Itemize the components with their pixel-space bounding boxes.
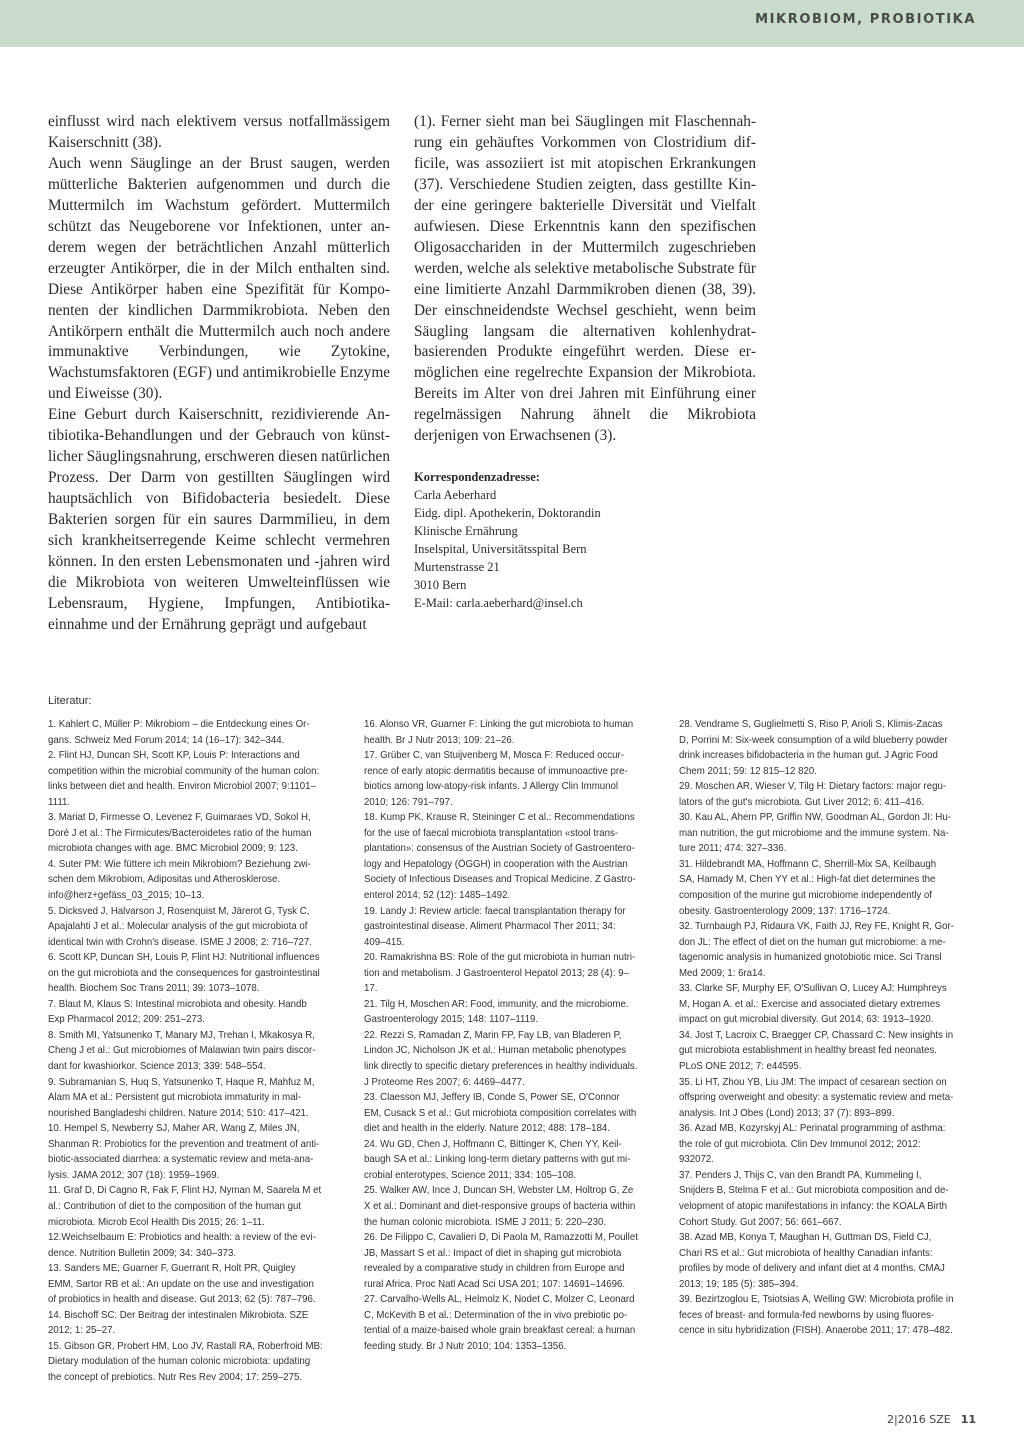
- references-column-2: [364, 717, 639, 1354]
- literature-heading: Literatur:: [48, 695, 92, 707]
- author-name: Carla Aeberhard: [414, 488, 497, 502]
- reference-item: 37. Penders J, Thijs C, van den Brandt PA, Kummeling I, Snijders B, Stelma F et al.: Gut microbiota composition and development of atopic manifestations in infancy: the KOALA Birth Cohort Study. Gut 2007; 56: 661–667.: [679, 1169, 949, 1228]
- article-column-right: [414, 112, 756, 447]
- reference-item: 21. Tilg H, Moschen AR: Food, immunity, and the microbiome. Gastroenterology 2015; 148: 1107–1119.: [364, 998, 629, 1026]
- reference-item: 11. Graf D, Di Cagno R, Fak F, Flint HJ, Nyman M, Saarela M et al.: Contribution of diet to the composition of the human gut microbiota. Microb Ecol Health Dis 2015; 26: 1–11.: [48, 1185, 322, 1228]
- reference-item: 38. Azad MB, Konya T, Maughan H, Guttman DS, Field CJ, Chari RS et al.: Gut microbiota of healthy Canadian infants: profiles by mode of delivery and infant diet at 4 months. CMAJ 2013; 19; 185 (5): 385–394.: [679, 1232, 945, 1290]
- issue-label: 2|2016 SZE: [887, 1413, 951, 1426]
- reference-item: 3. Mariat D, Firmesse O, Levenez F, Guimaraes VD, Sokol H, Doré J et al.: The Firmicutes/Bacteroidetes ratio of the human microbiota changes with age. BMC Microbiol 2009; 9: 123.: [48, 812, 312, 855]
- paragraph: einflusst wird nach elektivem versus notfallmässigem Kaiserschnitt (38).: [48, 113, 390, 151]
- reference-item: 22. Rezzi S, Ramadan Z, Marin FP, Fay LB, van Bladeren P, Lindon JC, Nicholson JK et al.: Human metabolic phenotypes link directly to specific dietary preferences in healthy individuals. J Proteome Res 2007; 6: 4469–4477.: [364, 1029, 638, 1088]
- reference-item: 12.Weichselbaum E: Probiotics and health: a review of the evidence. Nutrition Bulletin 2009; 34: 340–373.: [48, 1232, 316, 1259]
- reference-item: 2. Flint HJ, Duncan SH, Scott KP, Louis P: Interactions and competition within the microbial community of the human colon: links between diet and health. Environ Microbiol 2007; 9:1101–1111.: [48, 750, 320, 808]
- reference-item: 9. Subramanian S, Huq S, Yatsunenko T, Haque R, Mahfuz M, Alam MA et al.: Persistent gut microbiota immaturity in malnourished Bangladeshi children. Nature 2014; 510: 417–421.: [48, 1076, 315, 1119]
- reference-item: 20. Ramakrishna BS: Role of the gut microbiota in human nutrition and metabolism. J Gastroenterol Hepatol 2013; 28 (4): 9–17.: [364, 952, 636, 995]
- reference-item: 33. Clarke SF, Murphy EF, O'Sullivan O, Lucey AJ: Humphreys M, Hogan A. et al.: Exercise and associated dietary extremes impact on gut microbial diversity. Gut 2014; 63: 1913–1920.: [679, 983, 947, 1026]
- reference-item: 24. Wu GD, Chen J, Hoffmann C, Bittinger K, Chen YY, Keilbaugh SA et al.: Linking long-term dietary patterns with gut microbial enterotypes, Science 2011; 334: 105–108.: [364, 1138, 631, 1181]
- reference-item: 32. Turnbaugh PJ, Ridaura VK, Faith JJ, Rey FE, Knight R, Gordon JL: The effect of diet on the human gut microbiome: a metagenomic analysis in humanized gnotobiotic mice. Sci Transl Med 2009; 1: 6ra14.: [679, 921, 955, 979]
- reference-item: 27. Carvalho-Wells AL, Helmolz K, Nodet C, Molzer C, Leonard C, McKevith B et al.: Determination of the in vivo prebiotic potential of a maize-baised whole grain breakfast cereal: a human feeding study. Br J Nutr 2010; 104: 1353–1356.: [364, 1294, 636, 1352]
- page-footer: [887, 1413, 976, 1426]
- reference-item: 26. De Filippo C, Cavalieri D, Di Paola M, Ramazzotti M, Poullet JB, Massart S et al.: Impact of diet in shaping gut microbiota revealed by a comparative study in children from Europe and rural Africa. Proc Natl Acad Sci USA 201; 107: 14691–14696.: [364, 1232, 638, 1290]
- reference-item: 5. Dicksved J, Halvarson J, Rosenquist M, Järerot G, Tysk C, Apajalahti J et al.: Molecular analysis of the gut microbiota of identical twin with Crohn's disease. ISME J 2008; 2: 716–727.: [48, 905, 312, 948]
- reference-item: 39. Bezirtzoglou E, Tsiotsias A, Welling GW: Microbiota profile in feces of breast- and formula-fed newborns by using fluorescence in situ hybridization (FISH). Anaerobe 2011; 17: 478–482.: [679, 1294, 954, 1337]
- email-address[interactable]: E-Mail: carla.aeberhard@insel.ch: [414, 596, 583, 610]
- institution: Inselspital, Universitätsspital Bern: [414, 542, 587, 556]
- street-address: Murtenstrasse 21: [414, 560, 500, 574]
- references-column-1: [48, 717, 323, 1386]
- reference-item: 1. Kahlert C, Müller P: Mikrobiom – die Entdeckung eines Organs. Schweiz Med Forum 2014; 14 (16–17): 342–344.: [48, 719, 310, 746]
- article-column-left: [48, 112, 390, 636]
- department: Klinische Ernährung: [414, 524, 518, 538]
- author-title: Eidg. dipl. Apothekerin, Doktorandin: [414, 506, 601, 520]
- reference-item: 25. Walker AW, Ince J, Duncan SH, Webster LM, Holtrop G, Ze X et al.: Dominant and diet-responsive groups of bacteria within the human colonic microbiota. ISME J 2011; 5: 220–230.: [364, 1185, 636, 1228]
- reference-item: 34. Jost T, Lacroix C, Braegger CP, Chassard C: New insights in gut microbiota establishment in healthy breast fed neonates. PLoS ONE 2012; 7: e44595.: [679, 1029, 954, 1073]
- reference-item: 30. Kau AL, Ahern PP, Griffin NW, Goodman AL, Gordon JI: Human nutrition, the gut microbiome and the immune system. Nature 2011; 474: 327–336.: [679, 812, 951, 855]
- reference-item: 18. Kump PK, Krause R, Steininger C et al.: Recommendations for the use of faecal microbiota transplantation «stool transplantation»: consensus of the Austrian Society of Gastroenterology and Hepatology (ÖGGH) in cooperation with the Austrian Society of Infectious Diseases and Tropical Medicine. Z Gastroenterol 2014; 52 (12): 1485–1492.: [364, 812, 636, 902]
- reference-item: 29. Moschen AR, Wieser V, Tilg H: Dietary factors: major regulators of the gut's microbiota. Gut Liver 2012; 6: 411–416.: [679, 781, 947, 808]
- reference-item: 23. Claesson MJ, Jeffery IB, Conde S, Power SE, O'Connor EM, Cusack S et al.: Gut microbiota composition correlates with diet and health in the elderly. Nature 2012; 488: 178–184.: [364, 1092, 637, 1135]
- city: 3010 Bern: [414, 578, 467, 592]
- reference-item: 6. Scott KP, Duncan SH, Louis P, Flint HJ: Nutritional influences on the gut microbiota and the consequences for gastrointestinal health. Biochem Soc Trans 2011; 39: 1073–1078.: [48, 952, 320, 995]
- references-column-3: [679, 717, 954, 1339]
- paragraph: Auch wenn Säuglinge an der Brust saugen, werden mütterliche Bakterien aufgenommen und durch die Muttermilch im Wachstum gefördert. Muttermilch schützt das Neugeborene vor Infektionen, unter anderem wegen der beträchtlichen Anzahl mütterlich erzeugter Antikörper, die in der Milch enthalten sind. Diese Antikörper haben eine Spezifität für Komponenten der kindlichen Darmmikrobiota. Neben den Antikörpern enthält die Muttermilch auch noch andere immunaktive Verbindungen, wie Zytokine, Wachstumsfaktoren (EGF) und antimikrobielle Enzyme und Eiweisse (30).: [48, 154, 391, 403]
- paragraph: (1). Ferner sieht man bei Säuglingen mit Flaschennahrung ein gehäuftes Vorkommen von Clostridium difficile, was assoziiert ist mit atopischen Erkrankungen (37). Verschiedene Studien zeigten, dass gestillte Kinder eine geringere bakterielle Diversität und Vielfalt aufwiesen. Diese Erkenntnis kann den spezifischen Oligosacchariden in der Muttermilch zugeschrieben werden, welche als selektive metabolische Substrate für eine limitierte Anzahl Darmmikroben dienen (38, 39). Der einschneidendste Wechsel geschieht, wenn beim Säugling langsam die alternativen kohlenhydratbasierenden Produkte eingeführt werden. Diese ermöglichen eine regelrechte Expansion der Mikrobiota. Bereits im Alter von drei Jahren mit Einführung einer regelmässigen Nahrung ähnelt die Mikrobiota derjenigen von Erwachsenen (3).: [414, 113, 756, 445]
- reference-item: 4. Suter PM: Wie füttere ich mein Mikrobiom? Beziehung zwischen dem Mikrobiom, Adipositas und Atherosklerose. info@herz+gefäss_03_2015; 10–13.: [48, 858, 311, 902]
- reference-item: 35. Li HT, Zhou YB, Liu JM: The impact of cesarean section on offspring overweight and obesity: a systematic review and meta-analysis. Int J Obes (Lond) 2013; 37 (7): 893–899.: [679, 1076, 954, 1119]
- correspondence-heading: Korrespondenzadresse:: [414, 470, 540, 484]
- paragraph: Eine Geburt durch Kaiserschnitt, rezidivierende Antibiotika-Behandlungen und der Gebrauch von künstlicher Säuglingsnahrung, erschweren diesen natürlichen Prozess. Der Darm von gestillten Säuglingen wird hauptsächlich von Bifidobacteria besiedelt. Diese Bakterien sorgen für ein saures Darmmilieu, in dem sich krankheitserregende Keime schlecht vermehren können. In den ersten Lebensmonaten und -jahren wird die Mikrobiota von weiteren Umwelteinflüssen wie Lebensraum, Hygiene, Impfungen, Antibiotikaeinnahme und der Ernährung geprägt und aufgebaut: [48, 406, 390, 633]
- reference-item: 8. Smith MI, Yatsunenko T, Manary MJ, Trehan I, Mkakosya R, Cheng J et al.: Gut microbiomes of Malawian twin pairs discordant for kwashiorkor. Science 2013; 339: 548–554.: [48, 1029, 316, 1073]
- reference-item: 7. Blaut M, Klaus S: Intestinal microbiota and obesity. Handb Exp Pharmacol 2012; 209: 251–273.: [48, 998, 307, 1026]
- reference-item: 16. Alonso VR, Guarner F: Linking the gut microbiota to human health. Br J Nutr 2013; 109: 21–26.: [364, 719, 634, 746]
- reference-item: 28. Vendrame S, Guglielmetti S, Riso P, Arioli S, Klimis-Zacas D, Porrini M: Six-week consumption of a wild blueberry powder drink increases bifidobacteria in the human gut. J Agric Food Chem 2011; 59: 12 815–12 820.: [679, 719, 948, 777]
- section-title: MIKROBIOM, PROBIOTIKA: [755, 12, 976, 27]
- reference-item: 10. Hempel S, Newberry SJ, Maher AR, Wang Z, Miles JN, Shanman R: Probiotics for the prevention and treatment of antibiotic-associated diarrhea: a systematic review and meta-analysis. JAMA 2012; 307 (18): 1959–1969.: [48, 1123, 320, 1181]
- reference-item: 14. Bischoff SC: Der Beitrag der intestinalen Mikrobiota. SZE 2012; 1: 25–27.: [48, 1309, 309, 1337]
- reference-item: 15. Gibson GR, Probert HM, Loo JV, Rastall RA, Roberfroid MB: Dietary modulation of the human colonic microbiota: updating the concept of prebiotics. Nutr Res Rev 2004; 17: 259–275.: [48, 1340, 323, 1383]
- reference-item: 17. Grüber C, van Stuijvenberg M, Mosca F: Reduced occurrence of early atopic dermatitis because of immunoactive prebiotics among low-atopy-risk infants. J Allergy Clin Immunol 2010; 126: 791–797.: [364, 750, 628, 808]
- reference-item: 13. Sanders ME; Guarner F, Guerrant R, Holt PR, Quigley EMM, Sartor RB et al.: An update on the use and investigation of probiotics in health and disease. Gut 2013; 62 (5): 787–796.: [48, 1263, 316, 1306]
- page-number: 11: [960, 1413, 976, 1426]
- reference-item: 31. Hildebrandt MA, Hoffmann C, Sherrill-Mix SA, Keilbaugh SA, Hamady M, Chen YY et al.: High-fat diet determines the composition of the murine gut microbiome independently of obesity. Gastroenterology 2009; 137: 1716–1724.: [679, 858, 937, 917]
- section-header-band: [0, 0, 1024, 47]
- correspondence-address: [414, 468, 714, 612]
- reference-item: 19. Landy J: Review article: faecal transplantation therapy for gastrointestinal disease. Aliment Pharmacol Ther 2011; 34: 409–415.: [364, 905, 626, 948]
- reference-item: 36. Azad MB, Kozyrskyj AL: Perinatal programming of asthma: the role of gut microbiota. Clin Dev Immunol 2012; 2012: 932072.: [679, 1123, 946, 1166]
